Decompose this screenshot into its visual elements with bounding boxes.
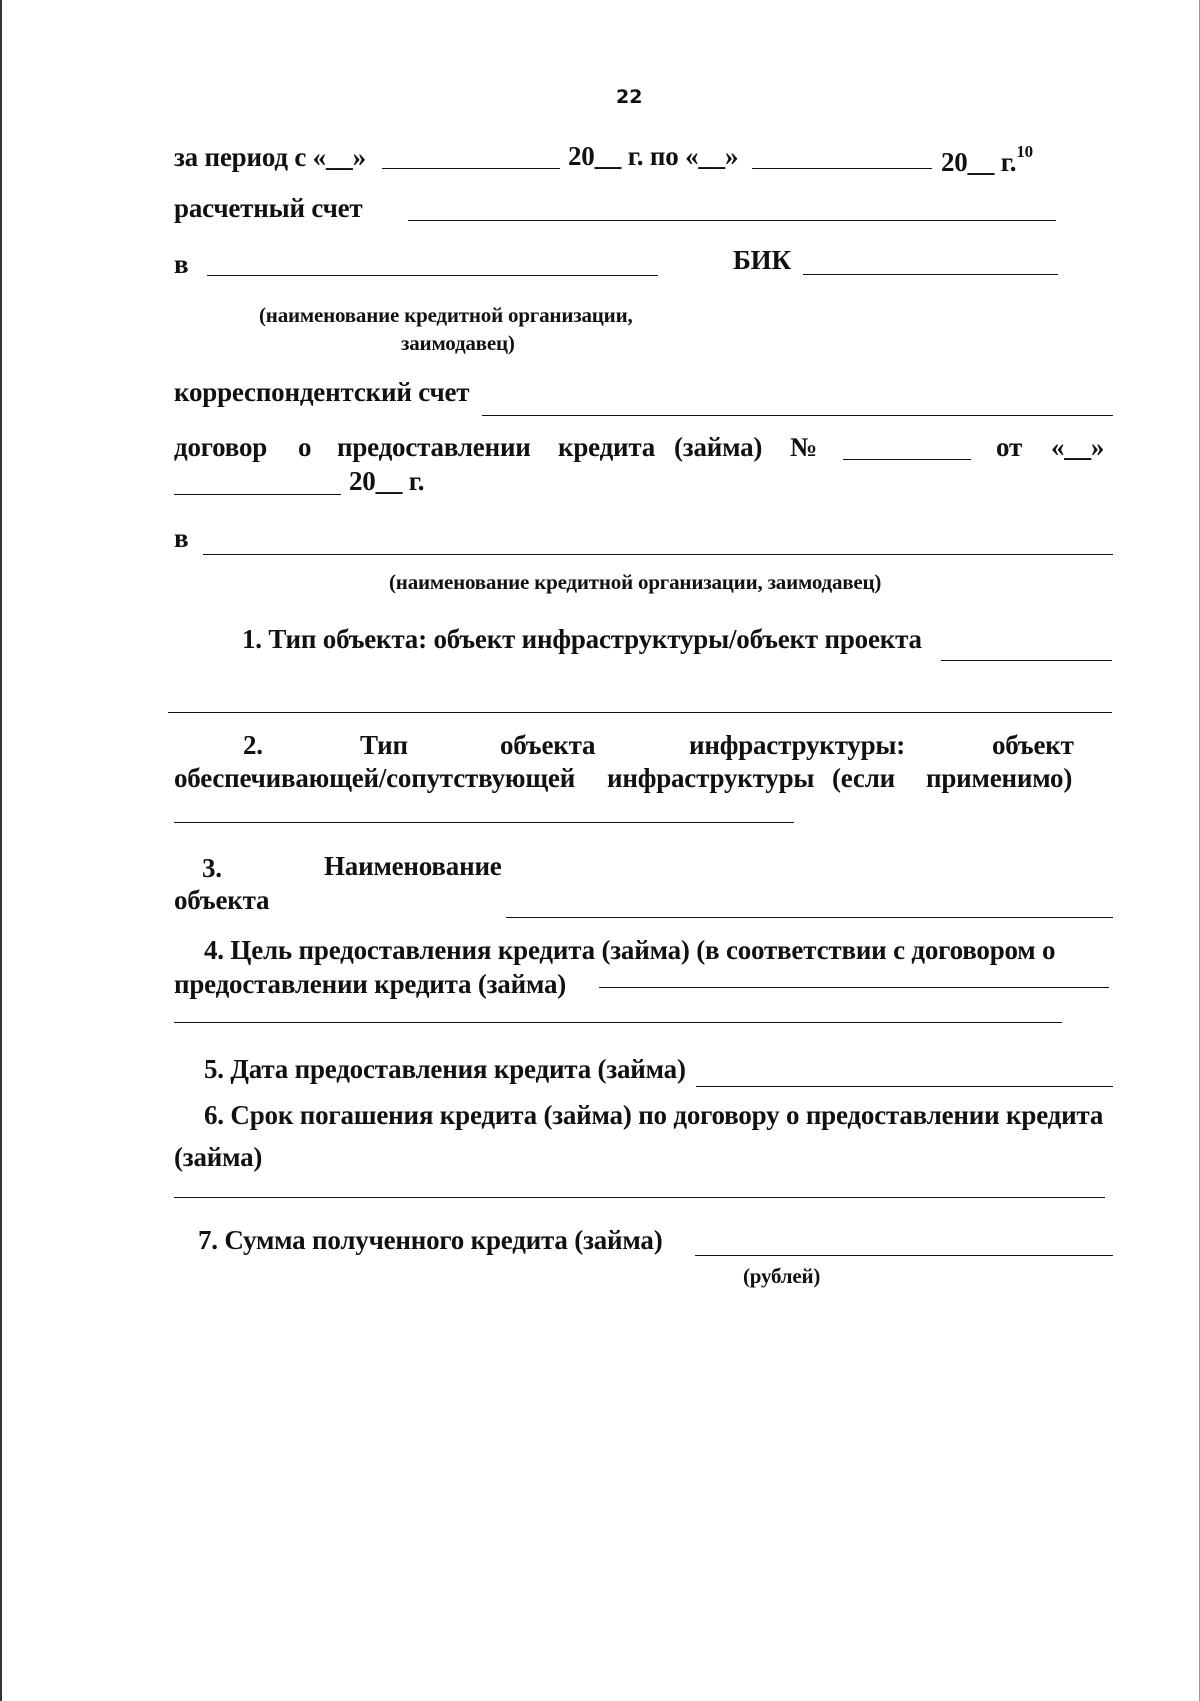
item7-caption: (рублей) [743,1264,821,1288]
item3-number: 3. [202,853,222,883]
contract-word: кредита [558,432,656,462]
item2-word: применимо) [926,763,1073,793]
period-mid: 20__ г. по «__» [568,141,739,171]
contract-from-label: от [996,432,1023,462]
item2-word: инфраструктуры: [689,730,906,760]
item3-label: Наименование [324,851,502,881]
bank2-prefix: в [174,523,189,553]
period-end-month-field[interactable] [752,168,932,169]
footnote-mark: 10 [1016,142,1033,161]
item5-label: 5. Дата предоставления кредита (займа) [204,1054,686,1084]
item2-word: инфраструктуры [607,763,815,793]
bank-name-field[interactable] [207,275,658,276]
item7-label: 7. Сумма полученного кредита (займа) [198,1225,663,1255]
item1-label: 1. Тип объекта: объект инфраструктуры/объект проекта [242,624,922,654]
bank-prefix: в [174,249,189,279]
item4-field[interactable] [599,987,1109,988]
settlement-account-label: расчетный счет [174,193,363,223]
item7-field[interactable] [695,1255,1113,1256]
period-prefix: за период с «__» [174,142,366,172]
item2-word: объекта [500,730,596,760]
bank-caption-line1: (наименование кредитной организации, [259,303,633,327]
item6-label-line2: (займа) [174,1142,263,1172]
contract-word: договор [174,432,268,462]
bank-caption-line2: заимодавец) [401,331,515,355]
contract-word: о [298,432,312,462]
contract-day-quote: «__» [1051,432,1105,462]
item2-word: 2. [243,730,263,760]
item6-label-line1: 6. Срок погашения кредита (займа) по договору о предоставлении кредита [204,1100,1104,1130]
page-number: 22 [616,86,643,108]
bank2-name-field[interactable] [203,554,1113,555]
contract-word: (займа) [674,432,763,462]
bik-label: БИК [733,245,791,275]
correspondent-account-field[interactable] [482,415,1113,416]
period-start-month-field[interactable] [382,168,560,169]
item2-word: объект [992,730,1074,760]
correspondent-account-label: корреспондентский счет [174,377,470,407]
item5-field[interactable] [696,1086,1113,1087]
contract-word: предоставлении [337,432,531,462]
item4-field-continuation[interactable] [174,1022,1062,1023]
item2-word: (если [832,763,895,793]
item4-label-line2: предоставлении кредита (займа) [174,969,567,999]
item3-field[interactable] [506,917,1113,918]
contract-number-sign: № [790,432,817,462]
contract-number-field[interactable] [843,459,971,460]
item2-word: Тип [360,730,408,760]
item2-word: обеспечивающей/сопутствующей [174,763,576,793]
period-end: 20__ г.$^{10}$ [941,142,1033,177]
contract-month-field[interactable] [174,494,341,495]
item1-field-continuation[interactable] [168,712,1112,713]
settlement-account-field[interactable] [408,220,1056,221]
item4-label-line1: 4. Цель предоставления кредита (займа) (в соответствии с договором о [204,935,1056,965]
item2-field[interactable] [174,822,794,823]
contract-year: 20__ г. [349,466,425,496]
item3-label-line2: объекта [174,885,270,915]
bank2-caption: (наименование кредитной организации, заимодавец) [389,570,882,594]
item1-field[interactable] [941,660,1112,661]
page-edge-left [0,0,2,1701]
item6-field[interactable] [174,1197,1105,1198]
bik-field[interactable] [803,274,1058,275]
